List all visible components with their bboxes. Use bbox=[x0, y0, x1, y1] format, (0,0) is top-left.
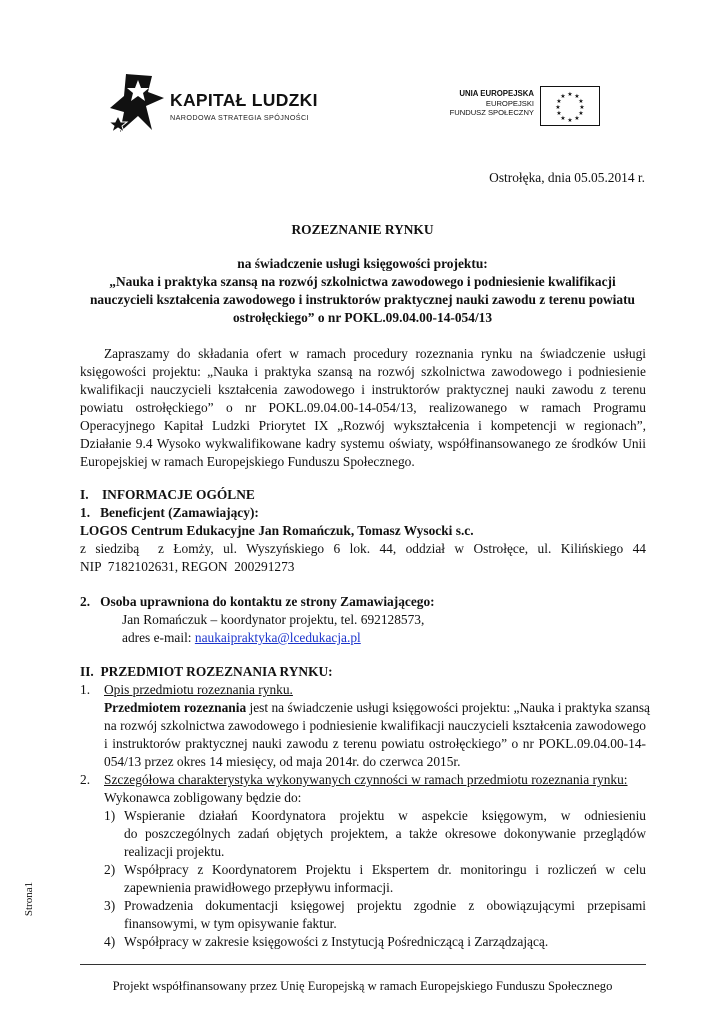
svg-text:★: ★ bbox=[560, 115, 566, 122]
section1-item2-heading: 2. Osoba uprawniona do kontaktu ze strony Zamawiającego: bbox=[80, 594, 435, 609]
svg-text:★: ★ bbox=[579, 104, 585, 111]
kapital-ludzki-logo bbox=[108, 72, 318, 134]
section2-item1-number: 1. bbox=[80, 682, 91, 697]
page-number-side bbox=[23, 875, 46, 925]
svg-text:★: ★ bbox=[574, 115, 580, 122]
eu-logo bbox=[440, 86, 600, 126]
task-4-line1: Współpracy w zakresie księgowości z Instytucją Pośredniczącą i Zarządzającą. bbox=[124, 934, 549, 949]
section2-item2-title: Szczegółowa charakterystyka wykonywanych czynności w ramach przedmiotu rozeznania rynku: bbox=[104, 772, 628, 787]
item1-bold-lead: Przedmiotem rozeznania bbox=[104, 700, 247, 715]
contact-email-row bbox=[122, 630, 361, 646]
contact-person: Jan Romańczuk – koordynator projektu, tel. 692128573, bbox=[122, 612, 425, 627]
task-1-line1: Wspieranie działań Koordynatora projektu w aspekcie księgowym, w odniesieniu bbox=[124, 808, 646, 823]
task-3-line2: finansowymi, w tym opisywanie faktur. bbox=[124, 916, 337, 931]
svg-text:★: ★ bbox=[567, 91, 573, 98]
subtitle-line-4: ostrołęckiego” o nr POKL.09.04.00-14-054/13 bbox=[232, 310, 493, 325]
svg-text:★: ★ bbox=[556, 110, 562, 117]
section2-item1-line4: 054/13 przez okres 14 miesięcy, od maja 2014r. do czerwca 2015r. bbox=[104, 754, 461, 769]
section1-item1-heading: 1. Beneficjent (Zamawiający): bbox=[80, 505, 259, 520]
email-label: adres e-mail: bbox=[122, 630, 195, 645]
section2-item1-line3: i instruktorów praktycznej nauki zawodu z terenu powiatu ostrołęckiego” o nr POKL.09.04.00-14- bbox=[104, 736, 646, 751]
eu-line1: UNIA EUROPEJSKA bbox=[459, 89, 534, 98]
intro-line-7: Europejskiej w ramach Europejskiego Funduszu Społecznego. bbox=[80, 454, 415, 469]
eu-flag-icon bbox=[540, 86, 600, 126]
svg-text:★: ★ bbox=[555, 104, 561, 111]
task-2-number: 2) bbox=[104, 862, 116, 877]
footer-divider bbox=[80, 964, 646, 965]
section2-item2-intro: Wykonawca zobligowany będzie do: bbox=[104, 790, 302, 805]
svg-text:★: ★ bbox=[574, 93, 580, 100]
svg-text:★: ★ bbox=[578, 98, 584, 105]
footer-text: Projekt współfinansowany przez Unię Europejską w ramach Europejskiego Funduszu Społecznego bbox=[112, 979, 613, 993]
beneficiary-company: LOGOS Centrum Edukacyjne Jan Romańczuk, Tomasz Wysocki s.c. bbox=[80, 523, 474, 538]
intro-line-5: Operacyjnego Kapitał Ludzki Priorytet IX „Rozwój wykształcenia i kompetencji w regionach”, bbox=[80, 418, 646, 433]
task-3-line1: Prowadzenia dokumentacji księgowej projektu zgodnie z obowiązującymi przepisami bbox=[124, 898, 646, 913]
beneficiary-address: z siedzibą z Łomży, ul. Wyszyńskiego 6 lok. 44, oddział w Ostrołęce, ul. Kilińskiego 44 bbox=[80, 541, 646, 556]
svg-text:★: ★ bbox=[556, 98, 562, 105]
section2-item1-line1 bbox=[104, 700, 651, 716]
task-1-line2: do poszczególnych zadań objętych projektem, a także okresowe dokonywanie przeglądów bbox=[124, 826, 646, 841]
section2-item1-title: Opis przedmiotu rozeznania rynku. bbox=[104, 682, 293, 697]
task-1-line3: realizacji projektu. bbox=[124, 844, 225, 859]
email-link[interactable]: naukaipraktyka@lcedukacja.pl bbox=[194, 630, 361, 645]
item1-line1-rest: jest na świadczenie usługi księgowości projektu: „Nauka i praktyka szansą bbox=[246, 700, 651, 715]
task-2-line2: zapewnienia prawidłowego przepływu informacji. bbox=[124, 880, 394, 895]
task-2-line1: Współpracy z Koordynatorem Projektu i Ekspertem dr. monitoringu i rozliczeń w celu bbox=[124, 862, 646, 877]
section2-item2-number: 2. bbox=[80, 772, 91, 787]
intro-line-6: Działanie 9.4 Wysoko wykwalifikowane kadry systemu oświaty, współfinansowanego ze środków Unii bbox=[80, 436, 646, 451]
intro-line-2: księgowości projektu: „Nauka i praktyka szansą na rozwój szkolnictwa zawodowego i podniesienie bbox=[80, 364, 646, 379]
subtitle-line-1: na świadczenie usługi księgowości projektu: bbox=[237, 256, 488, 271]
svg-text:★: ★ bbox=[567, 117, 573, 124]
task-1-number: 1) bbox=[104, 808, 116, 823]
section2-heading: II. PRZEDMIOT ROZEZNANIA RYNKU: bbox=[80, 664, 333, 679]
svg-text:★: ★ bbox=[560, 93, 566, 100]
eu-text bbox=[450, 89, 534, 118]
task-4-number: 4) bbox=[104, 934, 116, 949]
document-title: ROZEZNANIE RYNKU bbox=[291, 222, 434, 237]
svg-text:★: ★ bbox=[578, 110, 584, 117]
intro-line-4: powiatu ostrołęckiego” o nr POKL.09.04.00-14-054/13, realizowanego w ramach Programu bbox=[80, 400, 646, 415]
date-line: Ostrołęka, dnia 05.05.2014 r. bbox=[489, 170, 645, 185]
subtitle-line-2: „Nauka i praktyka szansą na rozwój szkolnictwa zawodowego i podniesienie kwalifikacji bbox=[109, 274, 616, 289]
kapital-ludzki-emblem-icon bbox=[108, 72, 166, 134]
section1-heading: I. INFORMACJE OGÓLNE bbox=[80, 487, 255, 502]
intro-line-1: Zapraszamy do składania ofert w ramach procedury rozeznania rynku na świadczenie usługi bbox=[104, 346, 646, 361]
section2-item1-line2: na rozwój szkolnictwa zawodowego i podniesienie kwalifikacji nauczycieli kształcenia zawodowego bbox=[104, 718, 646, 733]
beneficiary-nip: NIP 7182102631, REGON 200291273 bbox=[80, 559, 295, 574]
subtitle-line-3: nauczycieli kształcenia zawodowego i instruktorów praktycznej nauki zawodu z terenu powiatu bbox=[89, 292, 636, 307]
eu-line3: FUNDUSZ SPOŁECZNY bbox=[449, 108, 534, 118]
logo-title: KAPITAŁ LUDZKI bbox=[170, 90, 318, 110]
task-3-number: 3) bbox=[104, 898, 116, 913]
intro-line-3: kwalifikacji nauczycieli kształcenia zawodowego i instruktorów praktycznej nauki zawodu z terenu bbox=[80, 382, 646, 397]
logo-subtitle: NARODOWA STRATEGIA SPÓJNOŚCI bbox=[170, 113, 309, 122]
eu-line2: EUROPEJSKI bbox=[485, 98, 534, 108]
page-number-label: Strona1 bbox=[23, 881, 36, 917]
